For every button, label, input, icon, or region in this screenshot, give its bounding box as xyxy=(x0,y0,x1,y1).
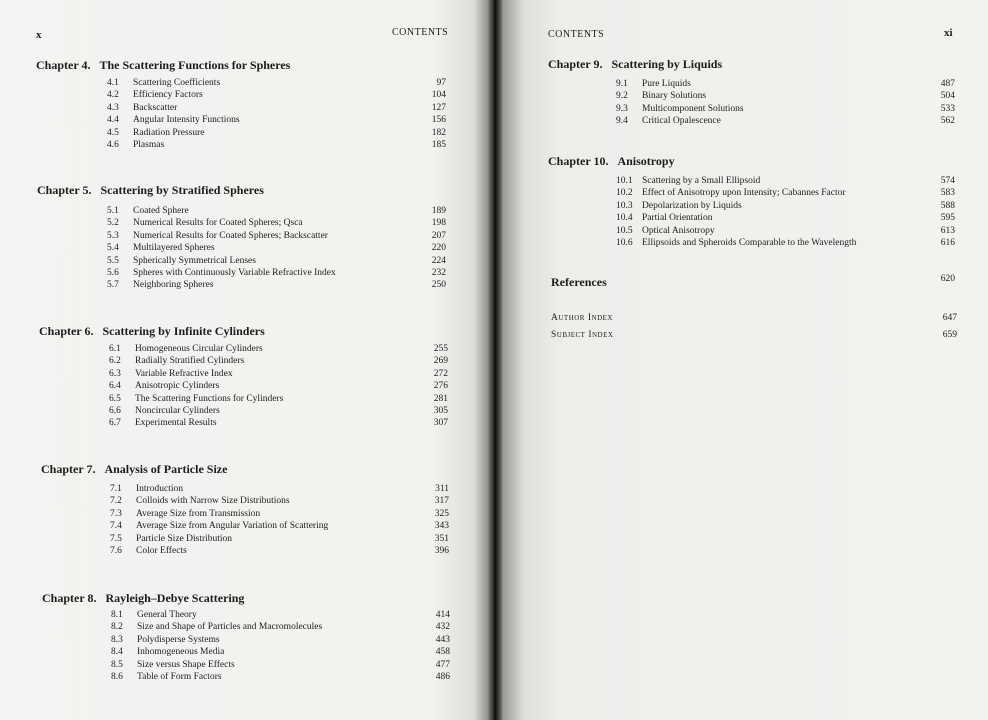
section-title: Critical Opalescence xyxy=(642,116,721,127)
references-heading: References xyxy=(551,275,607,289)
section-list xyxy=(111,609,450,683)
section-entry xyxy=(111,621,450,633)
chapter-number: Chapter 5. xyxy=(37,183,92,197)
book-gutter xyxy=(488,0,502,720)
section-number: 4.6 xyxy=(107,139,119,150)
section-title: General Theory xyxy=(137,610,197,620)
chapter-heading xyxy=(37,183,264,198)
page-ref: 458 xyxy=(435,647,450,658)
section-entry xyxy=(616,225,955,237)
section-entry xyxy=(109,355,448,367)
section-entry xyxy=(616,187,955,199)
chapter-heading xyxy=(548,154,675,169)
section-entry xyxy=(616,212,955,224)
page-ref: 414 xyxy=(435,610,450,620)
section-entry xyxy=(616,115,955,127)
section-entry xyxy=(110,508,449,520)
section-entry xyxy=(107,102,446,114)
section-entry xyxy=(110,520,449,532)
section-title: Homogeneous Circular Cylinders xyxy=(135,344,263,354)
index-label: Subject Index xyxy=(551,330,614,340)
section-entry xyxy=(107,242,446,254)
page-ref: 305 xyxy=(433,405,448,416)
section-number: 5.1 xyxy=(107,206,119,216)
section-title: Neighboring Spheres xyxy=(133,280,214,291)
section-title: Efficiency Factors xyxy=(133,90,203,101)
page-ref: 325 xyxy=(434,508,449,519)
section-entry xyxy=(616,175,955,187)
section-title: Scattering Coefficients xyxy=(133,78,221,88)
section-title: Ellipsoids and Spheroids Comparable to the Wavelength xyxy=(642,237,857,248)
page-ref: 533 xyxy=(940,103,955,114)
section-entry xyxy=(111,671,450,683)
chapter-heading xyxy=(42,591,244,606)
section-title: Size and Shape of Particles and Macromolecules xyxy=(137,622,323,633)
section-entry xyxy=(616,237,955,249)
section-entry xyxy=(107,127,446,139)
page-ref: 620 xyxy=(940,274,955,284)
page-ref: 97 xyxy=(436,78,446,88)
section-number: 9.4 xyxy=(616,116,628,127)
page-ref: 487 xyxy=(940,79,955,89)
section-title: Backscatter xyxy=(133,102,178,113)
page-ref: 443 xyxy=(435,634,450,645)
section-number: 8.1 xyxy=(111,610,123,620)
section-title: Spheres with Continuously Variable Refractive Index xyxy=(133,267,336,278)
section-title: Polydisperse Systems xyxy=(137,634,220,645)
page-ref: 317 xyxy=(434,496,449,507)
section-number: 8.5 xyxy=(111,659,123,670)
page-number: xi xyxy=(944,27,953,39)
page-ref: 156 xyxy=(431,115,446,126)
section-title: Coated Sphere xyxy=(133,206,189,216)
section-number: 10.6 xyxy=(616,237,633,248)
section-number: 10.3 xyxy=(616,200,633,211)
section-number: 6.6 xyxy=(109,405,121,416)
section-entry xyxy=(111,609,450,621)
chapter-title: Scattering by Stratified Spheres xyxy=(100,183,264,197)
section-list xyxy=(109,343,448,430)
section-entry xyxy=(107,139,446,151)
section-number: 9.1 xyxy=(616,79,628,89)
page-ref: 613 xyxy=(940,225,955,236)
page-ref: 104 xyxy=(431,90,446,101)
section-number: 4.1 xyxy=(107,78,119,88)
page-ref: 574 xyxy=(940,176,955,186)
section-number: 4.4 xyxy=(107,115,119,126)
page-ref: 595 xyxy=(940,213,955,224)
section-list xyxy=(616,175,955,249)
section-number: 10.4 xyxy=(616,213,633,224)
section-entry xyxy=(616,103,955,115)
page-ref: 250 xyxy=(431,280,446,291)
section-number: 7.4 xyxy=(110,521,122,532)
section-title: Plasmas xyxy=(133,139,165,150)
subject-index-entry xyxy=(551,330,957,340)
section-number: 8.3 xyxy=(111,634,123,645)
section-title: Angular Intensity Functions xyxy=(133,115,240,126)
chapter-heading xyxy=(41,462,227,477)
chapter-number: Chapter 6. xyxy=(39,324,94,338)
section-title: Radially Stratified Cylinders xyxy=(135,356,245,367)
section-title: Inhomogeneous Media xyxy=(137,647,225,658)
section-number: 8.4 xyxy=(111,647,123,658)
section-number: 5.6 xyxy=(107,267,119,278)
section-entry xyxy=(616,90,955,102)
section-title: Particle Size Distribution xyxy=(136,533,233,544)
page-ref: 224 xyxy=(431,255,446,266)
chapter-title: Rayleigh–Debye Scattering xyxy=(105,591,245,605)
page-ref: 307 xyxy=(433,418,448,429)
page-number: x xyxy=(36,29,42,41)
index-label: Author Index xyxy=(551,313,613,323)
section-entry xyxy=(107,205,446,217)
chapter-number: Chapter 8. xyxy=(42,591,97,605)
chapter-title: Anisotropy xyxy=(617,154,675,168)
section-number: 7.2 xyxy=(110,496,122,507)
running-header: CONTENTS xyxy=(548,29,605,40)
chapter-title: The Scattering Functions for Spheres xyxy=(99,58,291,72)
section-list xyxy=(107,205,446,292)
section-number: 4.2 xyxy=(107,90,119,101)
section-number: 6.7 xyxy=(109,418,121,429)
section-title: The Scattering Functions for Cylinders xyxy=(135,393,284,404)
section-title: Numerical Results for Coated Spheres; Qsca xyxy=(133,218,303,229)
section-entry xyxy=(109,343,448,355)
chapter-heading xyxy=(39,324,265,339)
chapter-title: Analysis of Particle Size xyxy=(104,462,228,476)
section-title: Color Effects xyxy=(136,545,187,556)
section-title: Optical Anisotropy xyxy=(642,225,715,236)
section-number: 8.6 xyxy=(111,671,123,682)
section-number: 6.5 xyxy=(109,393,121,404)
chapter-heading xyxy=(548,57,722,72)
page-ref: 281 xyxy=(433,393,448,404)
section-title: Binary Solutions xyxy=(642,91,707,102)
section-number: 4.3 xyxy=(107,102,119,113)
page-ref: 432 xyxy=(435,622,450,633)
section-number: 5.3 xyxy=(107,230,119,241)
section-title: Spherically Symmetrical Lenses xyxy=(133,255,256,266)
chapter-title: Scattering by Infinite Cylinders xyxy=(102,324,265,338)
section-number: 5.7 xyxy=(107,280,119,291)
page-ref: 351 xyxy=(434,533,449,544)
section-entry xyxy=(109,380,448,392)
section-entry xyxy=(110,495,449,507)
section-number: 7.6 xyxy=(110,545,122,556)
section-title: Average Size from Transmission xyxy=(136,508,261,519)
section-number: 10.5 xyxy=(616,225,633,236)
section-title: Numerical Results for Coated Spheres; Backscatter xyxy=(133,230,328,241)
section-entry xyxy=(107,255,446,267)
page-ref: 562 xyxy=(940,116,955,127)
section-title: Partial Orientation xyxy=(642,213,713,224)
section-title: Variable Refractive Index xyxy=(135,368,233,379)
section-list xyxy=(107,77,446,151)
chapter-number: Chapter 10. xyxy=(548,154,609,168)
section-title: Noncircular Cylinders xyxy=(135,405,220,416)
page-ref: 647 xyxy=(942,313,957,323)
page-ref: 185 xyxy=(431,139,446,150)
section-entry xyxy=(110,545,449,557)
page-ref: 396 xyxy=(434,545,449,556)
section-number: 6.2 xyxy=(109,356,121,367)
page-ref: 588 xyxy=(940,200,955,211)
chapter-title: Scattering by Liquids xyxy=(611,57,723,71)
right-page xyxy=(494,0,988,720)
section-entry xyxy=(107,230,446,242)
author-index-entry xyxy=(551,313,957,323)
section-entry xyxy=(111,659,450,671)
page-ref: 486 xyxy=(435,671,450,682)
page-ref: 659 xyxy=(942,330,957,340)
section-number: 6.4 xyxy=(109,381,121,392)
page-ref: 276 xyxy=(433,381,448,392)
section-number: 9.2 xyxy=(616,91,628,102)
section-title: Size versus Shape Effects xyxy=(137,659,235,670)
chapter-number: Chapter 9. xyxy=(548,57,603,71)
section-number: 10.1 xyxy=(616,176,633,186)
section-entry xyxy=(111,634,450,646)
section-number: 5.5 xyxy=(107,255,119,266)
section-entry xyxy=(109,405,448,417)
page-ref: 272 xyxy=(433,368,448,379)
section-title: Table of Form Factors xyxy=(137,671,222,682)
page-ref: 220 xyxy=(431,243,446,254)
section-number: 10.2 xyxy=(616,188,633,199)
chapter-number: Chapter 4. xyxy=(36,58,91,72)
section-entry xyxy=(107,279,446,291)
page-ref: 198 xyxy=(431,218,446,229)
page-ref: 616 xyxy=(940,237,955,248)
section-entry xyxy=(110,483,449,495)
section-title: Radiation Pressure xyxy=(133,127,205,138)
section-entry xyxy=(616,78,955,90)
section-number: 7.3 xyxy=(110,508,122,519)
section-title: Anisotropic Cylinders xyxy=(135,381,220,392)
page-ref: 343 xyxy=(434,521,449,532)
page-ref: 207 xyxy=(431,230,446,241)
section-title: Effect of Anisotropy upon Intensity; Cabannes Factor xyxy=(642,188,846,199)
section-title: Depolarization by Liquids xyxy=(642,200,742,211)
section-number: 9.3 xyxy=(616,103,628,114)
section-number: 7.5 xyxy=(110,533,122,544)
page-ref: 504 xyxy=(940,91,955,102)
page-ref: 232 xyxy=(431,267,446,278)
section-title: Introduction xyxy=(136,484,183,494)
section-entry xyxy=(107,114,446,126)
section-number: 5.2 xyxy=(107,218,119,229)
page-ref: 255 xyxy=(433,344,448,354)
page-ref: 127 xyxy=(431,102,446,113)
section-entry xyxy=(107,89,446,101)
section-title: Scattering by a Small Ellipsoid xyxy=(642,176,761,186)
section-title: Multilayered Spheres xyxy=(133,243,215,254)
section-entry xyxy=(107,217,446,229)
section-title: Colloids with Narrow Size Distributions xyxy=(136,496,290,507)
section-entry xyxy=(109,393,448,405)
running-header: CONTENTS xyxy=(392,27,449,38)
section-number: 8.2 xyxy=(111,622,123,633)
section-title: Pure Liquids xyxy=(642,79,691,89)
section-entry xyxy=(109,368,448,380)
section-number: 6.1 xyxy=(109,344,121,354)
section-number: 7.1 xyxy=(110,484,122,494)
section-title: Experimental Results xyxy=(135,418,217,429)
section-entry xyxy=(109,417,448,429)
page-ref: 477 xyxy=(435,659,450,670)
page-ref: 269 xyxy=(433,356,448,367)
section-number: 5.4 xyxy=(107,243,119,254)
section-entry xyxy=(107,267,446,279)
section-title: Average Size from Angular Variation of Scattering xyxy=(136,521,329,532)
page-ref: 182 xyxy=(431,127,446,138)
section-entry xyxy=(616,200,955,212)
section-entry xyxy=(110,533,449,545)
section-entry xyxy=(107,77,446,89)
section-entry xyxy=(111,646,450,658)
page-ref: 311 xyxy=(435,484,449,494)
section-number: 6.3 xyxy=(109,368,121,379)
section-list xyxy=(110,483,449,557)
section-number: 4.5 xyxy=(107,127,119,138)
chapter-heading xyxy=(36,58,290,73)
page-ref: 189 xyxy=(431,206,446,216)
section-title: Multicomponent Solutions xyxy=(642,103,744,114)
chapter-number: Chapter 7. xyxy=(41,462,96,476)
page-ref: 583 xyxy=(940,188,955,199)
section-list xyxy=(616,78,955,128)
